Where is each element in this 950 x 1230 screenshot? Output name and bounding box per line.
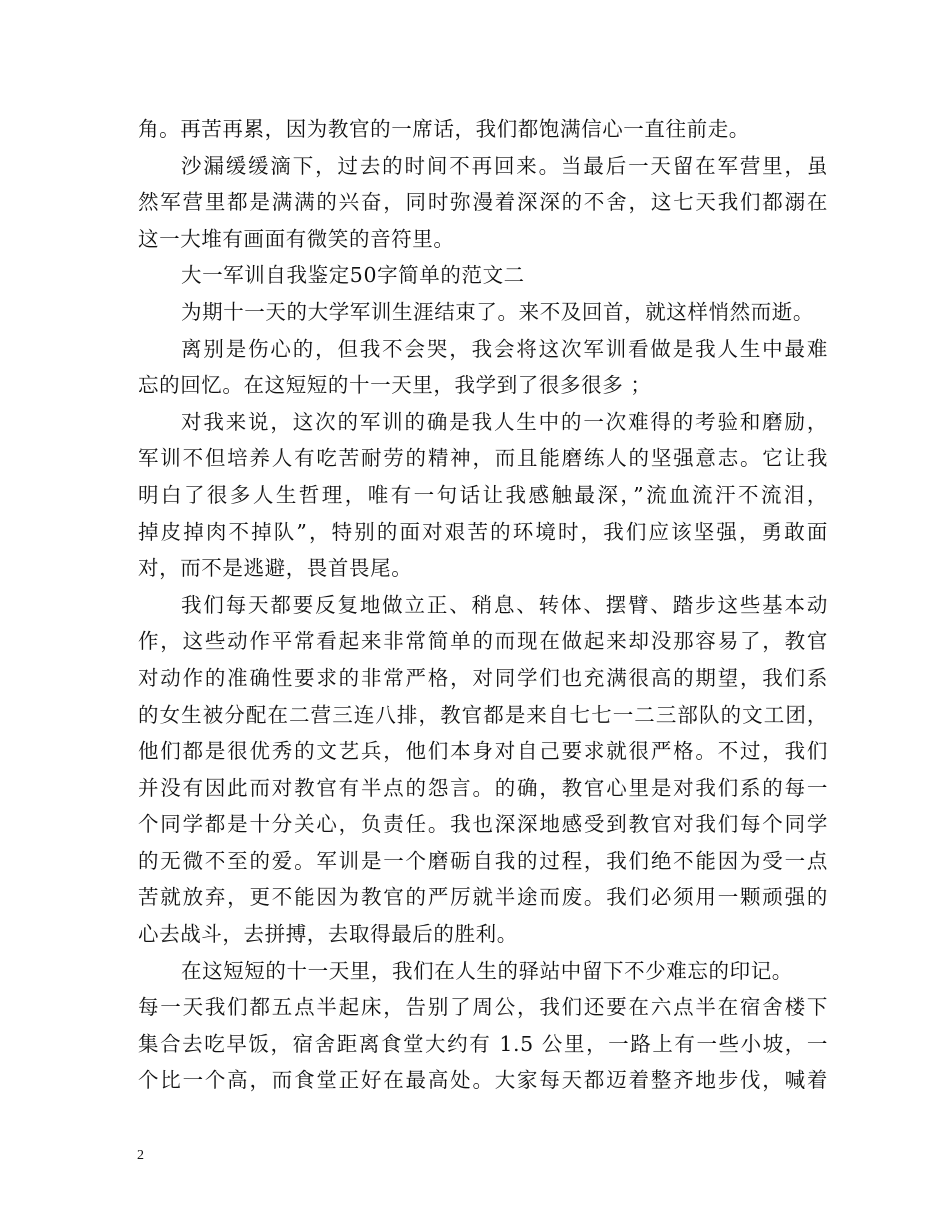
text-line: 集合去吃早饭，宿舍距离食堂大约有 1.5 公里，一路上有一些小坡，一 [138,1031,828,1056]
text-line: 然军营里都是满满的兴奋，同时弥漫着深深的不舍，这七天我们都溺在 [138,190,828,215]
text-line: 的无微不至的爱。军训是一个磨砺自我的过程，我们绝不能因为受一点 [138,848,828,873]
text-line: 掉皮掉肉不掉队”，特别的面对艰苦的环境时，我们应该坚强，勇敢面 [138,519,828,544]
text-line: 这一大堆有画面有微笑的音符里。 [138,226,455,251]
text-line: 并没有因此而对教官有半点的怨言。的确，教官心里是对我们系的每一 [138,775,828,800]
text-line: 沙漏缓缓滴下，过去的时间不再回来。当最后一天留在军营里，虽 [181,153,828,178]
text-line: 我们每天都要反复地做立正、稍息、转体、摆臂、踏步这些基本动 [181,592,828,617]
text-line: 军训不但培养人有吃苦耐劳的精神，而且能磨练人的坚强意志。它让我 [138,446,828,471]
text-line: 为期十一天的大学军训生涯结束了。来不及回首，就这样悄然而逝。 [181,299,814,324]
text-line: 的女生被分配在二营三连八排，教官都是来自七七一二三部队的文工团， [138,702,828,727]
text-line: 心去战斗，去拼搏，去取得最后的胜利。 [138,922,518,947]
text-line: 在这短短的十一天里，我们在人生的驿站中留下不少难忘的印记。 [181,958,793,983]
text-line: 每一天我们都五点半起床，告别了周公，我们还要在六点半在宿舍楼下 [138,995,828,1020]
text-line: 苦就放弃，更不能因为教官的严厉就半途而废。我们必须用一颗顽强的 [138,885,828,910]
text-line: 忘的回忆。在这短短的十一天里，我学到了很多很多 ； [138,373,652,398]
text-line: 作，这些动作平常看起来非常简单的而现在做起来却没那容易了，教官 [138,629,828,654]
text-line: 对动作的准确性要求的非常严格，对同学们也充满很高的期望，我们系 [138,665,828,690]
text-line: 对，而不是逃避，畏首畏尾。 [138,556,413,581]
text-line: 角。再苦再累，因为教官的一席话，我们都饱满信心一直往前走。 [138,117,750,141]
page-number: 2 [137,1148,144,1163]
text-line: 个比一个高，而食堂正好在最高处。大家每天都迈着整齐地步伐，喊着 [138,1068,828,1093]
text-line: 离别是伤心的，但我不会哭，我会将这次军训看做是我人生中最难 [181,336,828,361]
text-line: 大一军训自我鉴定50字简单的范文二 [181,263,525,288]
text-line: 对我来说，这次的军训的确是我人生中的一次难得的考验和磨励， [181,409,828,434]
text-line: 明白了很多人生哲理，唯有一句话让我感触最深，”流血流汗不流泪， [138,482,828,507]
body-text [138,111,828,1099]
text-line: 他们都是很优秀的文艺兵，他们本身对自己要求就很严格。不过，我们 [138,739,828,764]
text-line: 个同学都是十分关心，负责任。我也深深地感受到教官对我们每个同学 [138,812,828,837]
